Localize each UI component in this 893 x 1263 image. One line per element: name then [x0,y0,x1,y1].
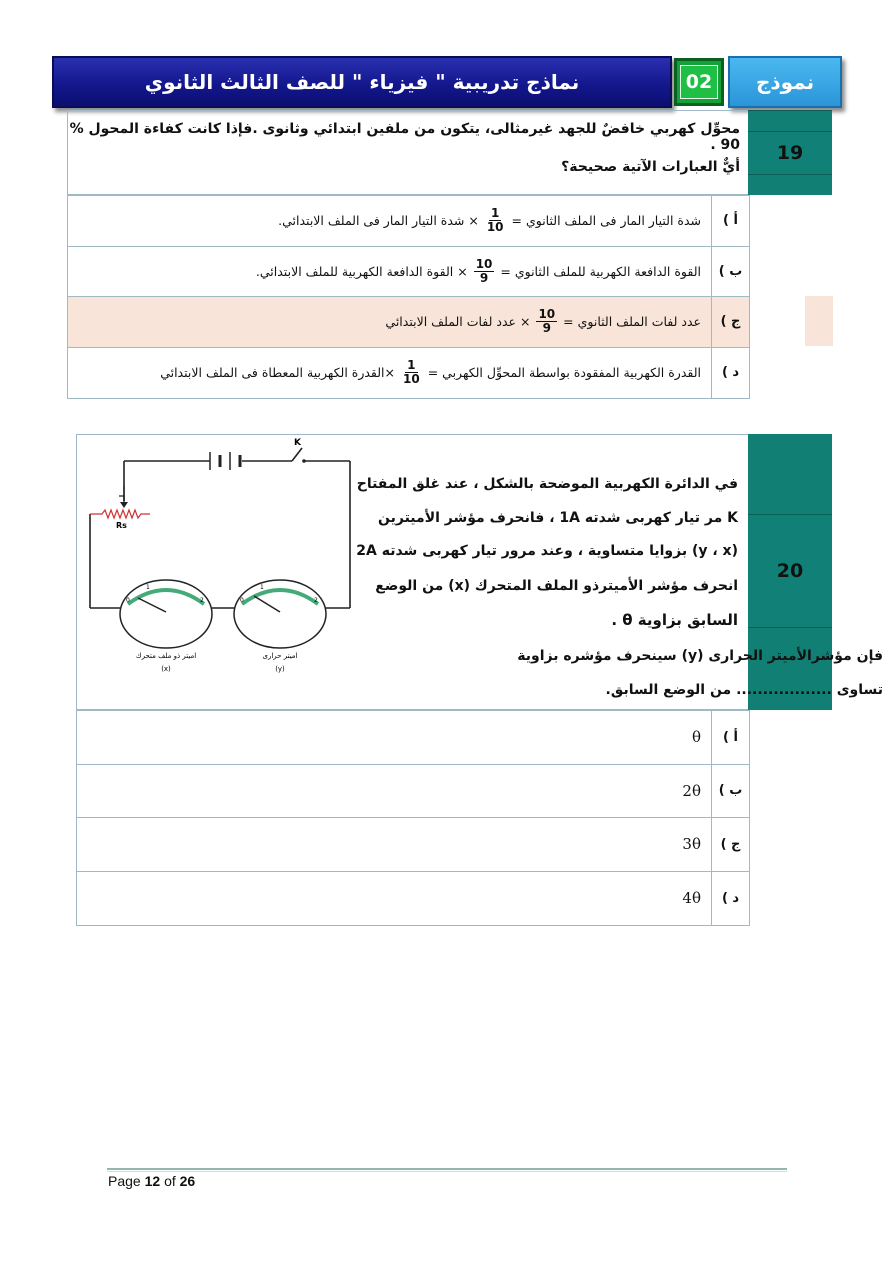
option-text: 2θ [682,781,701,800]
model-number-badge [674,58,724,106]
svg-text:0: 0 [240,597,244,604]
question-19-number-cell [748,110,832,195]
footer-divider-thin [107,1171,787,1172]
fraction: $\frac{1}{10}$ [403,358,420,387]
fraction: $\frac{10}{9}$ [475,256,493,285]
question-20-options [76,710,750,926]
header-title: نماذج تدريبية " فيزياء " للصف الثالث الثانوي [52,56,672,108]
switch-label: K [294,438,301,448]
question-20-line: السابق بزاوية θ . [611,611,738,629]
option-label: ب ) [711,765,749,818]
fraction: $\frac{10}{9}$ [538,307,556,336]
q20-option-c[interactable] [77,818,749,872]
q19-option-a[interactable] [68,196,749,247]
question-19-line-2: أيٌّ العبارات الآتية صحيحة؟ [561,159,740,175]
option-label: أ ) [711,711,749,764]
question-20-line: (y ، x) بزوايا متساوية ، وعند مرور تيار كهربى شدته 2A [356,543,738,559]
ammeter-x-label: اميتر ذو ملف متحرك [135,652,197,660]
question-20-line: انحرف مؤشر الأميترذو الملف المتحرك (x) من الوضع [375,578,738,594]
switch-symbol [292,438,306,463]
svg-text:1: 1 [260,584,264,591]
svg-text:0: 0 [126,597,130,604]
option-text: 4θ [682,889,701,908]
option-label: أ ) [711,196,749,246]
option-text: عدد لفات الملف الثانوي = $\frac{10}{9}$ × عدد لفات الملف الابتدائي [385,307,701,336]
fraction: $\frac{1}{10}$ [486,206,504,235]
answer-highlight-marker [805,296,833,346]
model-number: 02 [680,65,718,99]
ammeter-x [120,580,212,673]
q19-option-b[interactable] [68,247,749,298]
question-20-line: تساوى .................. من الوضع السابق. [605,682,883,698]
question-19-line-1: محوِّل كهربي خافضٌ للجهد غيرمثالى، يتكون من ملفين ابتدائي وثانوى .فإذا كانت كفاءة المحول % 90 . [69,121,740,153]
ammeter-y-label: اميتر حرارى [262,652,298,660]
option-text: θ [691,728,701,747]
q20-option-a[interactable] [77,711,749,765]
option-text: القدرة الكهربية المفقودة بواسطة المحوِّل الكهربي = $\frac{1}{10}$ ×القدرة الكهربية المعطاة فى الملف الابتدائي [160,358,701,387]
q20-option-d[interactable] [77,872,749,926]
question-19-number: 19 [748,131,832,175]
option-text: القوة الدافعة الكهربية للملف الثانوي = $\frac{10}{9}$ × القوة الدافعة الكهربية للملف الابتدائي. [255,256,701,285]
footer-divider [107,1168,787,1170]
svg-text:2: 2 [200,597,204,604]
option-text: شدة التيار المار فى الملف الثانوي = $\frac{1}{10}$ × شدة التيار المار فى الملف الابتدائي. [278,206,701,235]
option-text: 3θ [682,835,701,854]
question-20-number-cell [748,434,832,710]
page-footer [108,1173,195,1189]
option-label: د ) [711,872,749,926]
footer-page-total: 26 [179,1173,196,1189]
page-header [52,56,842,108]
footer-of-word: of [164,1173,176,1189]
question-19-stem [67,110,748,195]
footer-page-current: 12 [144,1173,161,1189]
ammeter-x-symbol: (x) [161,665,171,673]
ammeter-y [234,580,326,673]
resistor-symbol [90,486,150,530]
battery-symbol [210,452,240,470]
q19-option-c[interactable] [68,297,749,348]
option-label: ج ) [711,818,749,871]
svg-text:1: 1 [146,584,150,591]
question-20-line: K مر تيار كهربى شدته 1A ، فانحرف مؤشر الأميترين [378,510,738,526]
ammeter-y-symbol: (y) [275,665,285,673]
resistor-label: Rs [116,521,127,530]
option-label: ج ) [711,297,749,347]
q20-option-b[interactable] [77,765,749,819]
question-20-number: 20 [748,514,832,628]
circuit-diagram [82,436,372,686]
q19-option-d[interactable] [68,348,749,399]
model-label: نموذج [728,56,842,108]
question-20-line: في الدائرة الكهربية الموضحة بالشكل ، عند غلق المفتاح [356,476,738,492]
option-label: د ) [711,348,749,399]
svg-text:2: 2 [314,597,318,604]
option-label: ب ) [711,247,749,297]
question-20-line: فإن مؤشرالأميتر الحرارى (y) سينحرف مؤشره بزاوية [517,648,883,664]
question-19-options [67,195,750,399]
footer-page-word: Page [108,1173,141,1189]
